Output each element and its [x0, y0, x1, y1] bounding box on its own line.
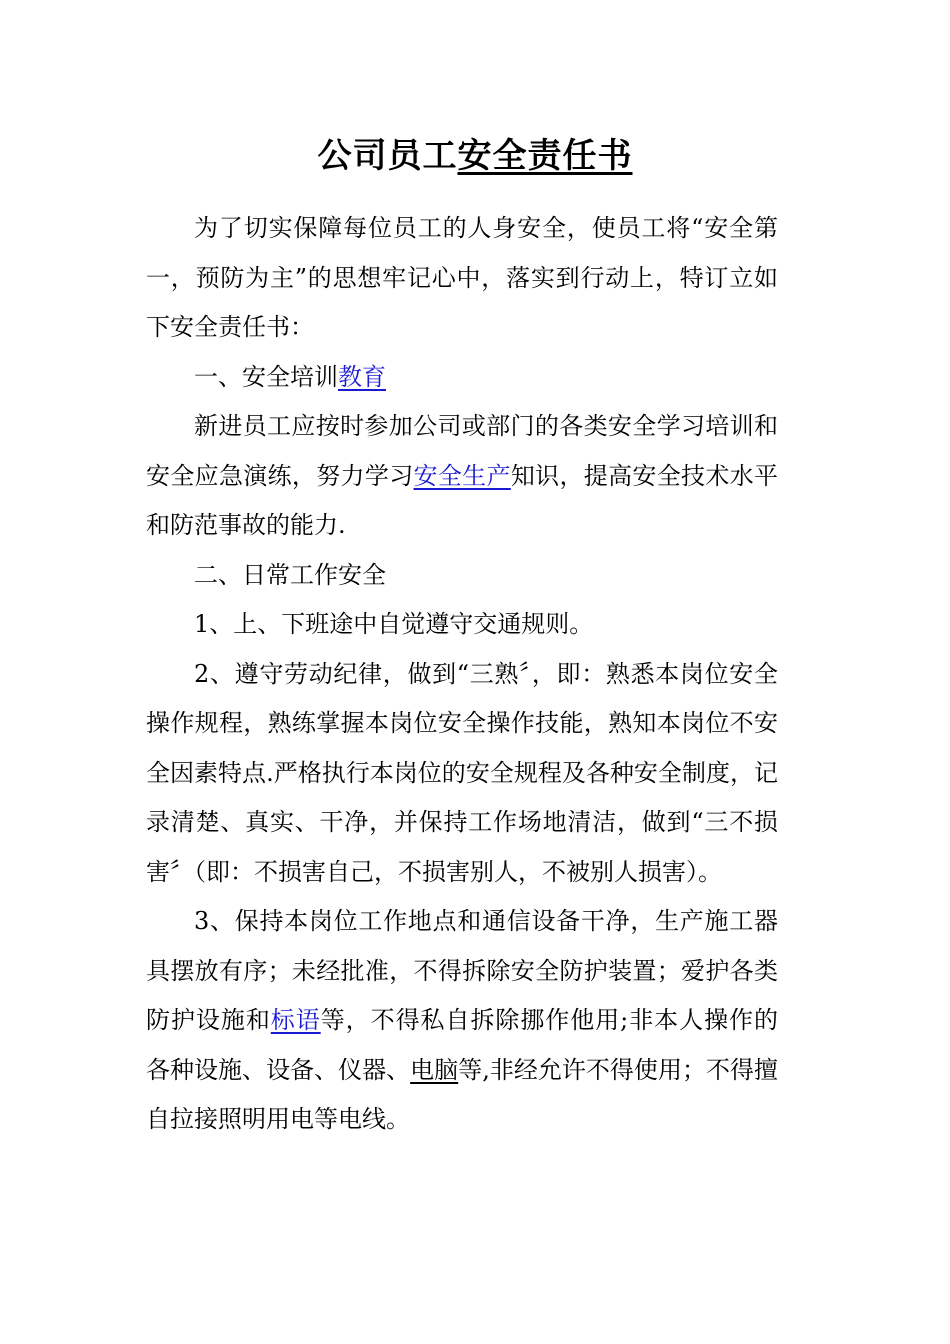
section1-heading-text: 一、安全培训	[194, 362, 338, 391]
slogan-link[interactable]: 标语	[270, 1006, 321, 1034]
section2-heading: 二、日常工作安全	[194, 560, 386, 589]
safety-production-link[interactable]: 安全生产	[413, 461, 511, 490]
document-body	[146, 204, 778, 1145]
item3-part2: 等，不得私自拆除挪作他用;非本人操作的各种设施、设备、仪器、	[146, 1006, 779, 1084]
section1-body-part1: 新进员工应按时参加公司或部门的各类安全学习培训和安全应急演练，努力学习	[146, 412, 778, 490]
computer-link[interactable]: 电脑	[410, 1055, 459, 1084]
section1-body-part2: 知识，提高安全技术水平和防范事故的能力.	[146, 461, 779, 539]
intro-paragraph: 为了切实保障每位员工的人身安全，使员工将“安全第一，预防为主”的思想牢记心中，落实到行动上，特订立如下安全责任书：	[146, 214, 778, 341]
section2-item2: 2、遵守劳动纪律，做到“三熟〞，即：熟悉本岗位安全操作规程，熟练掌握本岗位安全操作技能，熟知本岗位不安全因素特点.严格执行本岗位的安全规程及各种安全制度，记录清楚、真实、干净，并保持工作场地清洁，做到“三不损害〞（即：不损害自己，不损害别人，不被别人损害）。	[146, 659, 778, 886]
section2-item3	[146, 897, 778, 1145]
title-part1: 公司员工	[317, 136, 458, 176]
item3-part1: 3、保持本岗位工作地点和通信设备干净，生产施工器具摆放有序；未经批准，不得拆除安全防护装置；爱护各类防护设施和	[146, 907, 778, 1034]
title-part2: 安全责任书	[457, 136, 633, 176]
section1-heading	[146, 353, 778, 403]
education-link[interactable]: 教育	[338, 362, 386, 391]
section1-paragraph	[146, 402, 778, 551]
document-title	[0, 128, 950, 177]
section2-item1: 1、上、下班途中自觉遵守交通规则。	[194, 610, 594, 638]
item3-part3: 等,非经允许不得使用；不得擅自拉接照明用电等电线。	[146, 1055, 778, 1133]
